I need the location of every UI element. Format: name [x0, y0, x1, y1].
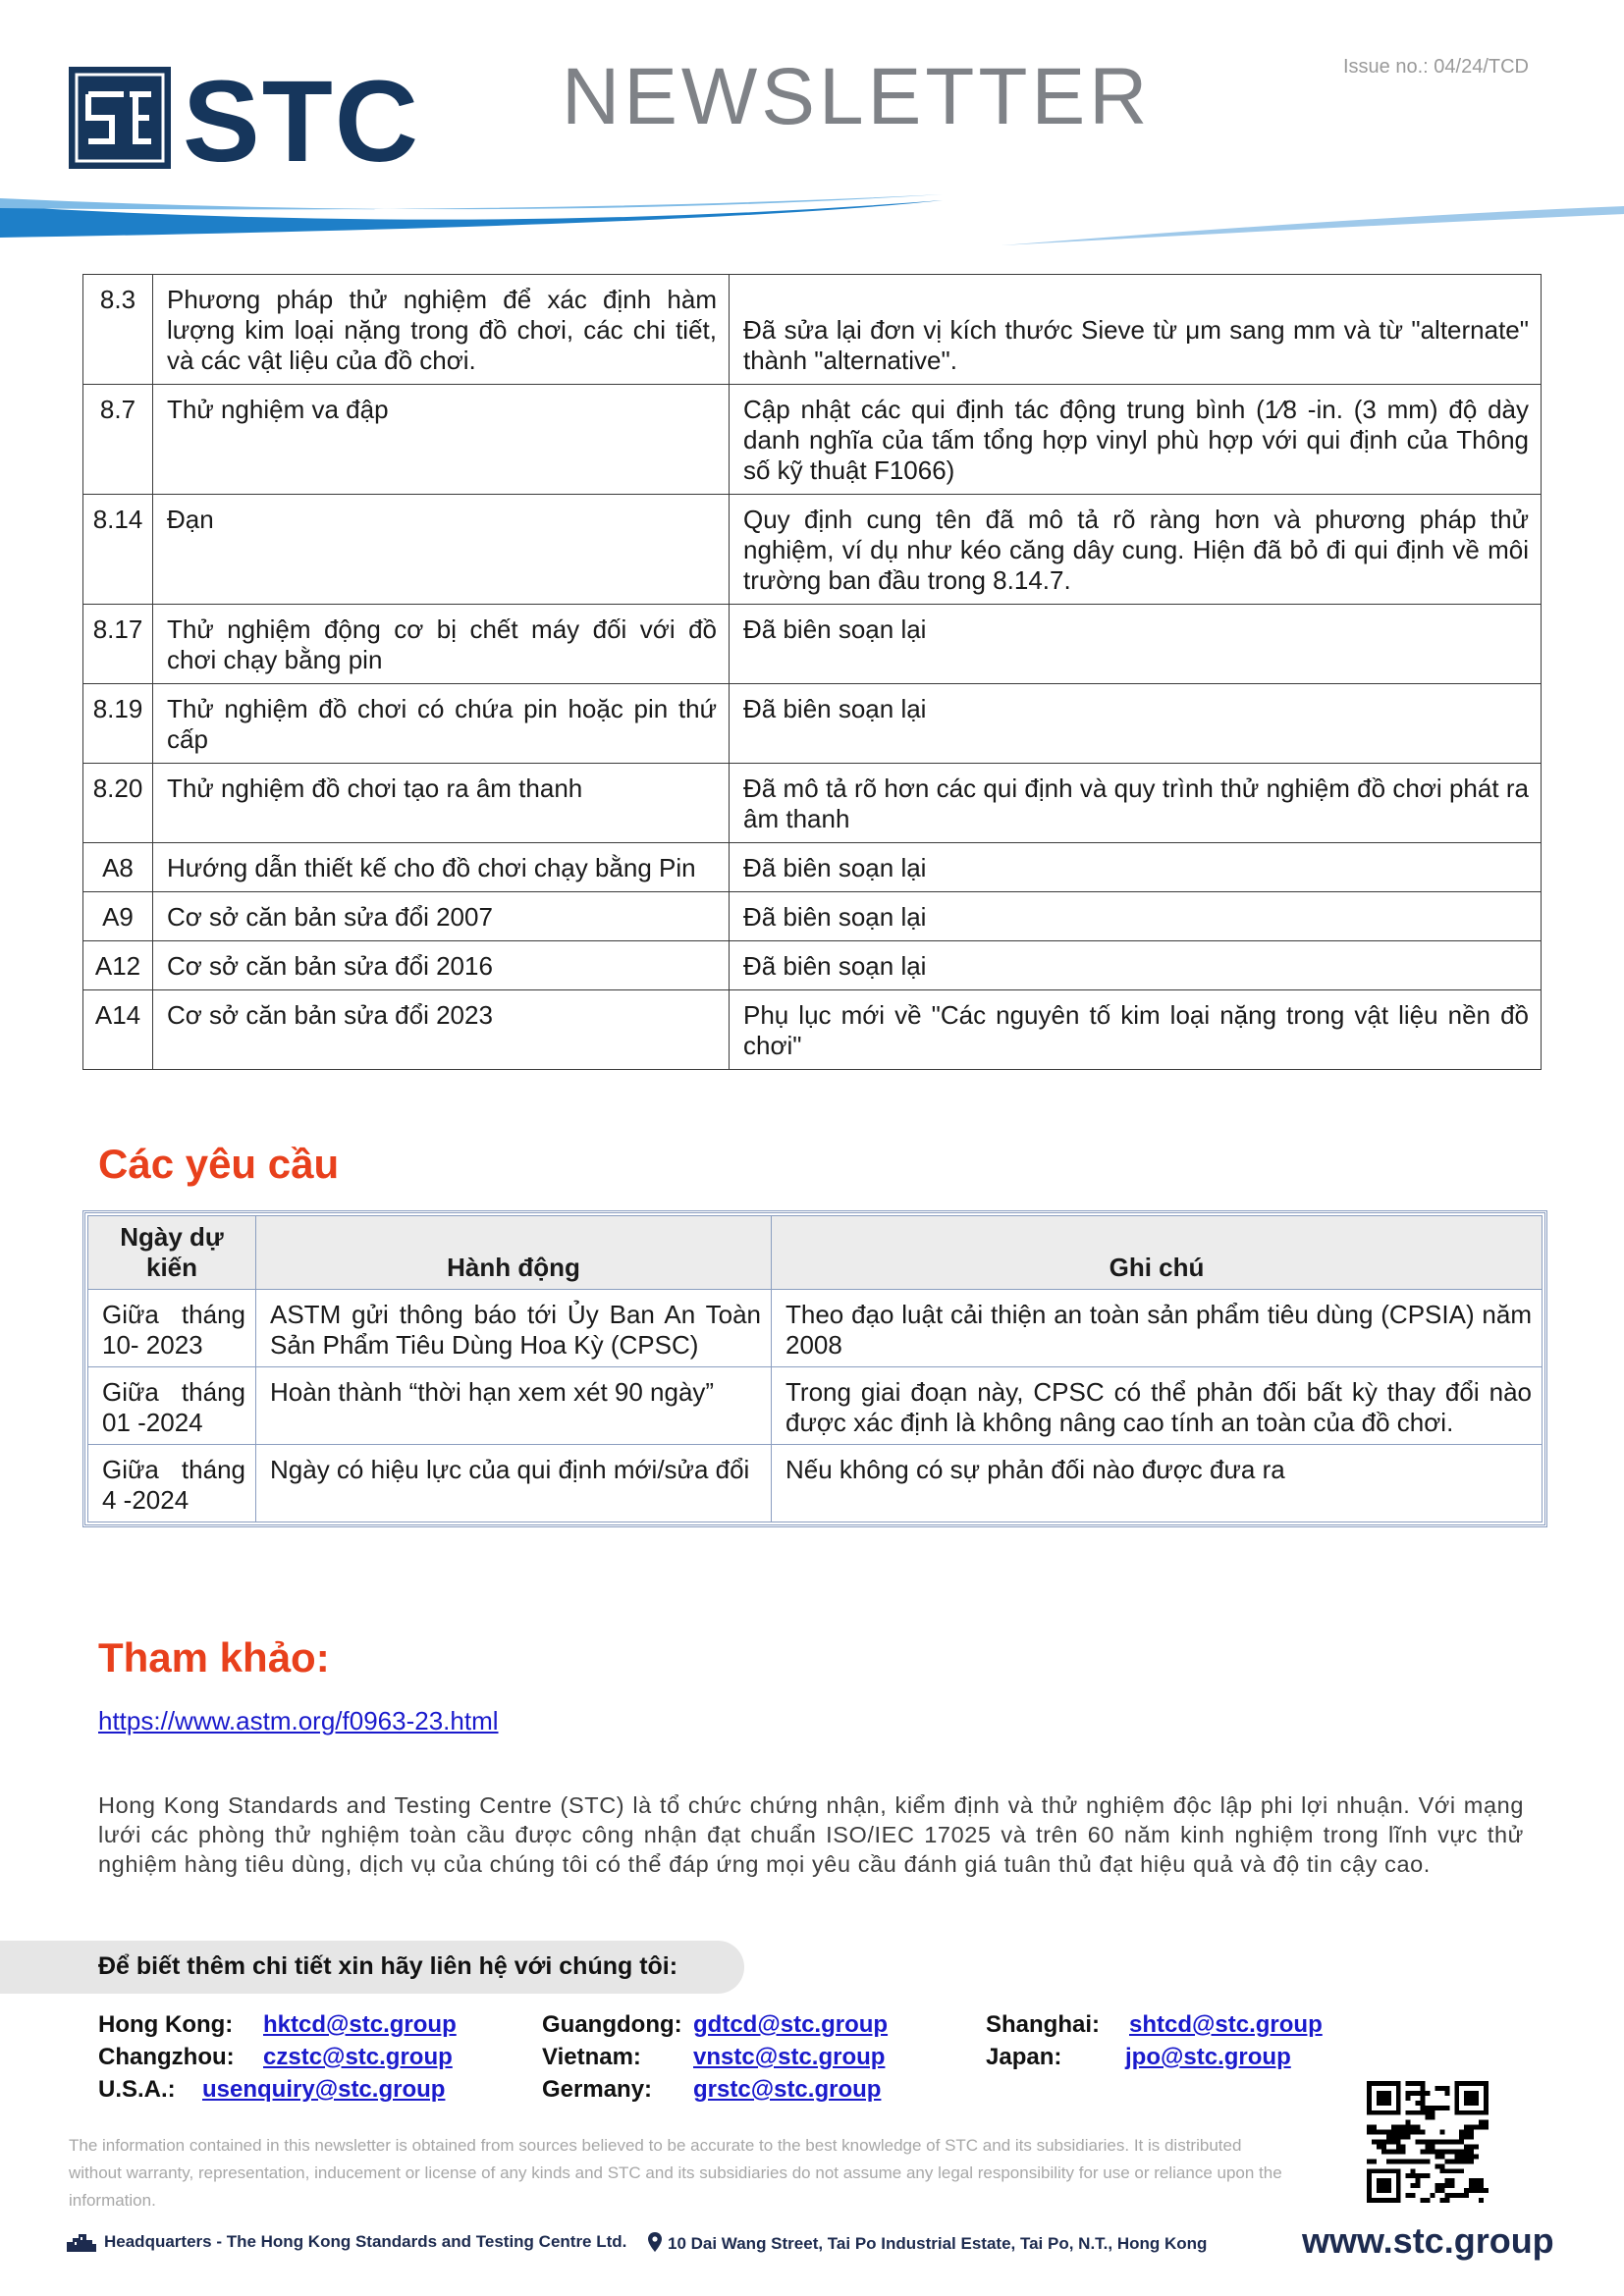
address-text: 10 Dai Wang Street, Tai Po Industrial Estate, Tai Po, N.T., Hong Kong	[668, 2233, 1208, 2253]
requirements-table-frame	[82, 1210, 1547, 1527]
revision-row	[83, 385, 1542, 495]
footer-website[interactable]: www.stc.group	[1302, 2220, 1554, 2261]
revision-section-cell: 8.3	[83, 275, 153, 385]
revision-section-cell: A9	[83, 892, 153, 941]
revision-row	[83, 941, 1542, 990]
stc-logo	[67, 65, 460, 171]
headquarters-label: Headquarters - The Hong Kong Standards and Testing Centre Ltd.	[104, 2232, 627, 2251]
revision-change-cell: Cập nhật các qui định tác động trung bình (1⁄8 -in. (3 mm) độ dày danh nghĩa của tấm tổng hợp vinyl phù hợp với qui định của Thông số kỹ thuật F1066)	[730, 385, 1542, 495]
revision-section-cell: 8.14	[83, 495, 153, 605]
requirement-date-cell: Giữa tháng 01 -2024	[88, 1367, 256, 1445]
revision-row	[83, 764, 1542, 843]
disclaimer-text: The information contained in this newsletter is obtained from sources believed to be accurate to the best knowledge of STC and its subsidiaries. It is distributed without warranty, representation, inducement or license of any kinds and STC and its subsidiaries do not assume any legal responsibility for use or reliance upon the information.	[69, 2136, 1282, 2210]
building-icon	[67, 2234, 96, 2252]
revision-row	[83, 892, 1542, 941]
qr-code-icon	[1367, 2081, 1489, 2203]
revision-change-cell: Đã mô tả rõ hơn các qui định và quy trình thử nghiệm đồ chơi phát ra âm thanh	[730, 764, 1542, 843]
contact-region-label: U.S.A.:	[98, 2076, 176, 2103]
issue-number: Issue no.: 04/24/TCD	[1343, 56, 1529, 78]
contact-region-label: Vietnam:	[542, 2044, 641, 2070]
revision-title-cell: Thử nghiệm va đập	[153, 385, 730, 495]
revision-section-cell: A14	[83, 990, 153, 1070]
revision-change-cell: Phụ lục mới về "Các nguyên tố kim loại nặng trong vật liệu nền đồ chơi"	[730, 990, 1542, 1070]
revision-title-cell: Đạn	[153, 495, 730, 605]
revision-change-cell: Đã biên soạn lại	[730, 843, 1542, 892]
revision-section-cell: 8.20	[83, 764, 153, 843]
contact-email-link[interactable]: grstc@stc.group	[693, 2076, 882, 2103]
column-header-date: Ngày dự kiến	[88, 1216, 256, 1290]
revision-section-cell: 8.19	[83, 684, 153, 764]
revision-change-cell: Đã biên soạn lại	[730, 892, 1542, 941]
revision-row	[83, 990, 1542, 1070]
requirements-table	[87, 1215, 1543, 1522]
footer-headquarters	[67, 2232, 626, 2252]
requirement-action-cell: ASTM gửi thông báo tới Ủy Ban An Toàn Sản Phẩm Tiêu Dùng Hoa Kỳ (CPSC)	[256, 1290, 772, 1367]
requirements-header-row	[88, 1216, 1543, 1290]
requirement-date-cell: Giữa tháng 10- 2023	[88, 1290, 256, 1367]
revision-section-cell: 8.7	[83, 385, 153, 495]
revision-row	[83, 275, 1542, 385]
contact-email-link[interactable]: hktcd@stc.group	[263, 2011, 457, 2038]
column-header-note: Ghi chú	[772, 1216, 1543, 1290]
requirement-note-cell: Trong giai đoạn này, CPSC có thể phản đối bất kỳ thay đổi nào được xác định là không nâng cao tính an toàn của đồ chơi.	[772, 1367, 1543, 1445]
revision-row	[83, 684, 1542, 764]
revision-title-cell: Thử nghiệm đồ chơi tạo ra âm thanh	[153, 764, 730, 843]
contact-region-label: Germany:	[542, 2076, 653, 2103]
contact-title: Để biết thêm chi tiết xin hãy liên hệ với chúng tôi:	[98, 1952, 678, 1980]
requirement-action-cell: Hoàn thành “thời hạn xem xét 90 ngày”	[256, 1367, 772, 1445]
revision-section-cell: 8.17	[83, 605, 153, 684]
requirement-row	[88, 1445, 1543, 1522]
reference-link[interactable]: https://www.astm.org/f0963-23.html	[98, 1706, 499, 1735]
revision-title-cell: Thử nghiệm đồ chơi có chứa pin hoặc pin thứ cấp	[153, 684, 730, 764]
newsletter-title: NEWSLETTER	[562, 52, 1152, 141]
requirement-note-cell: Nếu không có sự phản đối nào được đưa ra	[772, 1445, 1543, 1522]
contact-region-label: Changzhou:	[98, 2044, 235, 2070]
contact-region-label: Hong Kong:	[98, 2011, 234, 2038]
contact-email-link[interactable]: shtcd@stc.group	[1129, 2011, 1323, 2038]
revision-title-cell: Cơ sở căn bản sửa đổi 2007	[153, 892, 730, 941]
contact-email-link[interactable]: czstc@stc.group	[263, 2044, 453, 2070]
requirement-note-cell: Theo đạo luật cải thiện an toàn sản phẩm tiêu dùng (CPSIA) năm 2008	[772, 1290, 1543, 1367]
revision-change-cell: Đã biên soạn lại	[730, 941, 1542, 990]
revision-row	[83, 843, 1542, 892]
requirements-heading: Các yêu cầu	[98, 1141, 340, 1187]
reference-heading: Tham khảo:	[98, 1634, 330, 1681]
location-pin-icon	[648, 2232, 662, 2257]
revision-title-cell: Cơ sở căn bản sửa đổi 2023	[153, 990, 730, 1070]
revision-title-cell: Thử nghiệm động cơ bị chết máy đối với đồ chơi chạy bằng pin	[153, 605, 730, 684]
revision-title-cell: Hướng dẫn thiết kế cho đồ chơi chạy bằng Pin	[153, 843, 730, 892]
footer-address	[648, 2232, 1207, 2257]
revision-change-cell: Đã biên soạn lại	[730, 684, 1542, 764]
svg-text:STC: STC	[183, 65, 420, 171]
revision-title-cell: Phương pháp thử nghiệm để xác định hàm lượng kim loại nặng trong đồ chơi, các chi tiết, và các vật liệu của đồ chơi.	[153, 275, 730, 385]
revision-title-cell: Cơ sở căn bản sửa đổi 2016	[153, 941, 730, 990]
contact-region-label: Japan:	[986, 2044, 1062, 2070]
requirement-row	[88, 1290, 1543, 1367]
requirement-action-cell: Ngày có hiệu lực của qui định mới/sửa đổi	[256, 1445, 772, 1522]
revision-section-cell: A8	[83, 843, 153, 892]
requirement-date-cell: Giữa tháng 4 -2024	[88, 1445, 256, 1522]
revision-section-cell: A12	[83, 941, 153, 990]
contact-email-link[interactable]: vnstc@stc.group	[693, 2044, 886, 2070]
contact-region-label: Guangdong:	[542, 2011, 682, 2038]
revision-table	[82, 274, 1542, 1070]
contact-email-link[interactable]: gdtcd@stc.group	[693, 2011, 889, 2038]
contact-email-link[interactable]: jpo@stc.group	[1125, 2044, 1291, 2070]
revision-change-cell: Đã biên soạn lại	[730, 605, 1542, 684]
revision-change-cell: Đã sửa lại đơn vị kích thước Sieve từ μm sang mm và từ "alternate" thành "alternative".	[730, 275, 1542, 385]
revision-row	[83, 605, 1542, 684]
contact-region-label: Shanghai:	[986, 2011, 1101, 2038]
header-swoosh	[0, 187, 1624, 255]
requirement-row	[88, 1367, 1543, 1445]
revision-row	[83, 495, 1542, 605]
contact-email-link[interactable]: usenquiry@stc.group	[202, 2076, 446, 2103]
about-stc-paragraph: Hong Kong Standards and Testing Centre (STC) là tổ chức chứng nhận, kiểm định và thử nghiệm độc lập phi lợi nhuận. Với mạng lưới các phòng thử nghiệm toàn cầu được công nhận đạt chuẩn ISO/IEC 17025 và trên 60 năm kinh nghiệm trong lĩnh vực thử nghiệm hàng tiêu dùng, dịch vụ của chúng tôi có thể đáp ứng mọi yêu cầu đánh giá tuân thủ đạt hiệu quả và độ tin cậy cao.	[98, 1792, 1524, 1877]
column-header-action: Hành động	[256, 1216, 772, 1290]
revision-change-cell: Quy định cung tên đã mô tả rõ ràng hơn và phương pháp thử nghiệm, ví dụ như kéo căng dây cung. Hiện đã bỏ đi qui định về môi trường ban đầu trong 8.14.7.	[730, 495, 1542, 605]
